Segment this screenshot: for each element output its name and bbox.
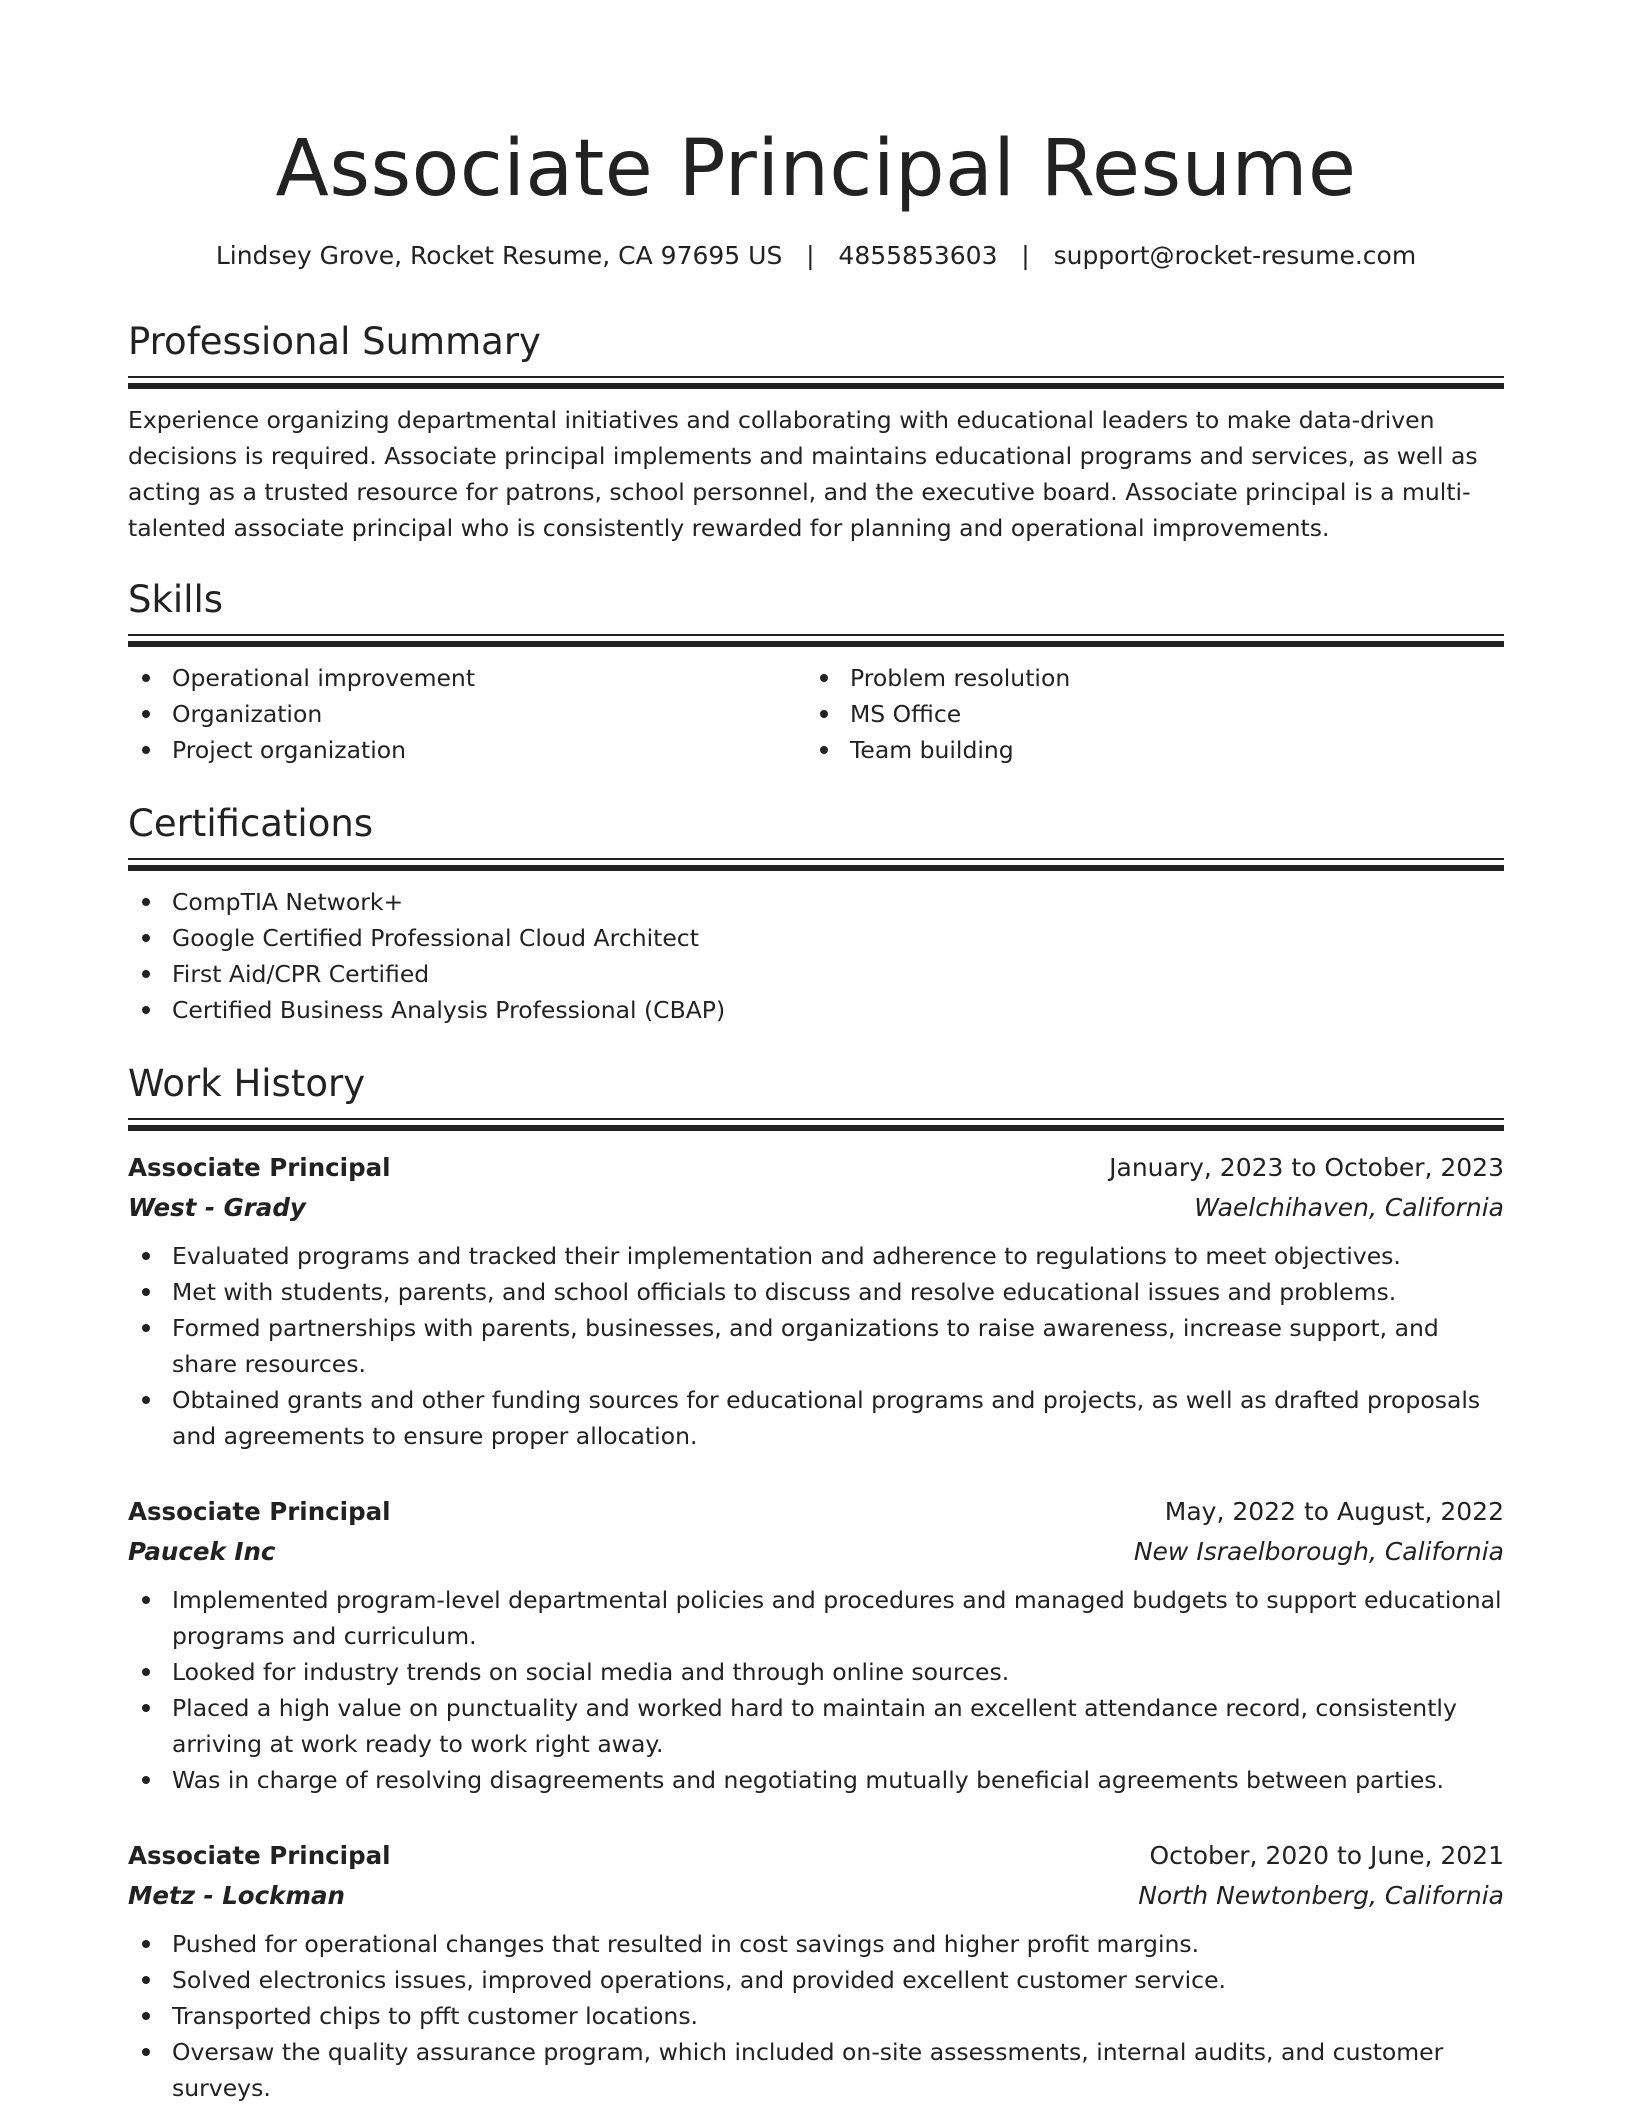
job-header-row xyxy=(128,1836,1504,1876)
section-divider xyxy=(128,1118,1504,1132)
skills-left-list xyxy=(128,660,806,768)
skill-item: Team building xyxy=(806,732,1484,768)
job-dates: May, 2022 to August, 2022 xyxy=(1164,1497,1504,1526)
job-bullet: Evaluated programs and tracked their implementation and adherence to regulations to meet objectives. xyxy=(128,1238,1504,1274)
skill-item: Problem resolution xyxy=(806,660,1484,696)
certifications-heading: Certifications xyxy=(128,802,374,845)
job-subheader-row xyxy=(128,1876,1504,1916)
job-company: Metz - Lockman xyxy=(128,1881,345,1910)
work-history-section xyxy=(128,1060,1504,1132)
skill-item: Project organization xyxy=(128,732,806,768)
job-location: North Newtonberg, California xyxy=(1138,1881,1504,1910)
job-bullet: Pushed for operational changes that resulted in cost savings and higher profit margins. xyxy=(128,1926,1504,1962)
certifications-section xyxy=(128,800,1504,1028)
skill-item: Operational improvement xyxy=(128,660,806,696)
job-title: Associate Principal xyxy=(128,1153,391,1182)
skill-item: Organization xyxy=(128,696,806,732)
skills-section xyxy=(128,576,1504,768)
job-dates: October, 2020 to June, 2021 xyxy=(1149,1841,1504,1870)
section-divider xyxy=(128,376,1504,390)
certification-item: Google Certified Professional Cloud Architect xyxy=(128,920,1504,956)
job-title: Associate Principal xyxy=(128,1841,391,1870)
job-entry xyxy=(128,1492,1504,1798)
job-bullet: Placed a high value on punctuality and worked hard to maintain an excellent attendance record, consistently arriving at work ready to work right away. xyxy=(128,1690,1504,1762)
job-bullet: Solved electronics issues, improved operations, and provided excellent customer service. xyxy=(128,1962,1504,1998)
job-entry xyxy=(128,1836,1504,2106)
job-location: New Israelborough, California xyxy=(1133,1537,1504,1566)
job-bullets xyxy=(128,1238,1504,1454)
job-bullet: Was in charge of resolving disagreements and negotiating mutually beneficial agreements between parties. xyxy=(128,1762,1504,1798)
job-bullet: Implemented program-level departmental policies and procedures and managed budgets to support educational programs and curriculum. xyxy=(128,1582,1504,1654)
job-company: West - Grady xyxy=(128,1193,306,1222)
job-bullet: Formed partnerships with parents, businesses, and organizations to raise awareness, increase support, and share resources. xyxy=(128,1310,1504,1382)
contact-line: Lindsey Grove, Rocket Resume, CA 97695 US | 4855853603 | support@rocket-resume.com xyxy=(215,241,1417,270)
certifications-list xyxy=(128,884,1504,1028)
job-bullets xyxy=(128,1582,1504,1798)
skills-grid xyxy=(128,660,1504,768)
job-subheader-row xyxy=(128,1532,1504,1572)
job-entry xyxy=(128,1148,1504,1454)
job-header-row xyxy=(128,1148,1504,1188)
job-bullets xyxy=(128,1926,1504,2106)
summary-text: Experience organizing departmental initiatives and collaborating with educational leaders to make data-driven decisions is required. Associate principal implements and maintains educational programs and services, as well as acting as a trusted resource for patrons, school personnel, and the executive board. Associate principal is a multi-talented associate principal who is consistently rewarded for planning and operational improvements. xyxy=(128,406,1478,542)
skill-item: MS Office xyxy=(806,696,1484,732)
summary-heading: Professional Summary xyxy=(128,320,541,363)
work-history-heading: Work History xyxy=(128,1062,366,1105)
job-header-row xyxy=(128,1492,1504,1532)
job-bullet: Looked for industry trends on social media and through online sources. xyxy=(128,1654,1504,1690)
job-dates: January, 2023 to October, 2023 xyxy=(1109,1153,1504,1182)
skills-right-list xyxy=(806,660,1484,768)
certification-item: CompTIA Network+ xyxy=(128,884,1504,920)
skills-heading: Skills xyxy=(128,578,224,621)
section-divider xyxy=(128,858,1504,872)
job-bullet: Met with students, parents, and school officials to discuss and resolve educational issues and problems. xyxy=(128,1274,1504,1310)
job-bullet: Oversaw the quality assurance program, which included on-site assessments, internal audits, and customer surveys. xyxy=(128,2034,1504,2106)
resume-title: Associate Principal Resume xyxy=(275,124,1357,214)
job-location: Waelchihaven, California xyxy=(1194,1193,1504,1222)
job-subheader-row xyxy=(128,1188,1504,1228)
job-bullet: Transported chips to pfft customer locations. xyxy=(128,1998,1504,2034)
job-title: Associate Principal xyxy=(128,1497,391,1526)
certification-item: Certified Business Analysis Professional (CBAP) xyxy=(128,992,1504,1028)
section-divider xyxy=(128,634,1504,648)
job-bullet: Obtained grants and other funding sources for educational programs and projects, as well as drafted proposals and agreements to ensure proper allocation. xyxy=(128,1382,1504,1454)
job-company: Paucek Inc xyxy=(128,1537,276,1566)
certification-item: First Aid/CPR Certified xyxy=(128,956,1504,992)
summary-section xyxy=(128,318,1504,546)
